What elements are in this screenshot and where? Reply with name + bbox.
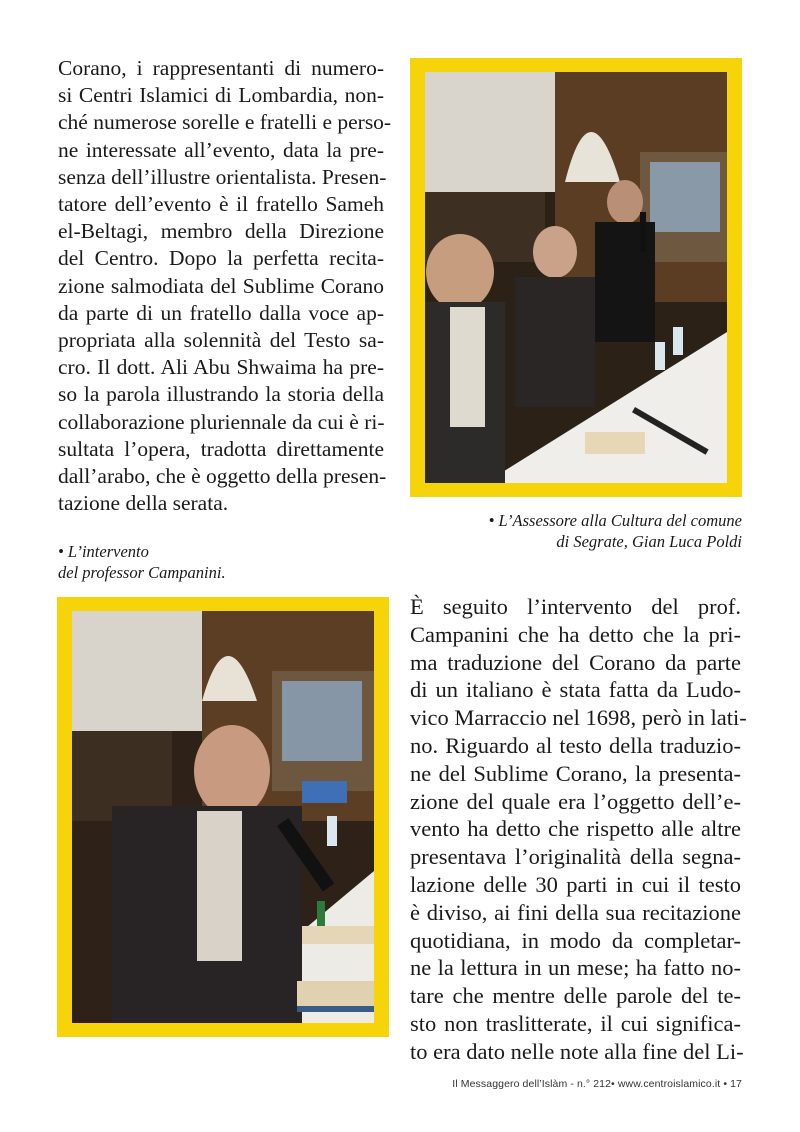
text-line: È seguito l’intervento del prof. xyxy=(410,594,741,619)
text-line: vico Marraccio nel 1698, però in lati- xyxy=(410,705,747,731)
text-line: el-Beltagi, membro della Direzione xyxy=(58,219,384,244)
photo-campanini xyxy=(72,611,374,1023)
caption-line: di Segrate, Gian Luca Poldi xyxy=(556,532,742,551)
caption-bottom-photo xyxy=(58,541,226,583)
text-line: no. Riguardo al testo della traduzio- xyxy=(410,732,741,758)
text-line: tare che mentre delle parole del te- xyxy=(410,983,741,1009)
photo-frame-top-right xyxy=(410,58,742,497)
text-line: di un italiano è stata fatta da Ludo- xyxy=(410,677,741,703)
text-line: presentava l’originalità della segna- xyxy=(410,844,741,870)
photo-assessore xyxy=(425,72,727,483)
text-line: tazione della serata. xyxy=(58,491,229,516)
text-line: ché numerose sorelle e fratelli e perso- xyxy=(58,110,392,135)
text-line: to era dato nelle note alla fine del Li- xyxy=(410,1038,744,1064)
text-line: da parte di un fratello dalla voce ap- xyxy=(58,300,384,325)
text-line: tatore dell’evento è il fratello Sameh xyxy=(58,192,384,217)
text-line: dall’arabo, che è oggetto della presen- xyxy=(58,464,387,489)
text-line: ne interessate all’evento, data la pre- xyxy=(58,137,384,162)
text-line: zione salmodiata del Sublime Corano xyxy=(58,273,384,298)
text-line: propriata alla solennità del Testo sa- xyxy=(58,328,384,353)
text-line: zione del quale era l’oggetto dell’e- xyxy=(410,788,741,814)
text-line: cro. Il dott. Ali Abu Shwaima ha pre- xyxy=(58,355,384,380)
text-line: sto non traslitterate, il cui significa- xyxy=(410,1010,741,1036)
text-line: quotidiana, in modo da completar- xyxy=(410,927,741,953)
text-line: so la parola illustrando la storia della xyxy=(58,382,384,407)
text-line: vento ha detto che rispetto alle altre xyxy=(410,816,741,842)
article-text-top-left xyxy=(58,55,392,517)
text-line: ne la lettura in un mese; ha fatto no- xyxy=(410,955,741,981)
text-line: è diviso, ai fini della sua recitazione xyxy=(410,899,741,925)
text-line: senza dell’illustre orientalista. Presen- xyxy=(58,164,387,189)
text-line: si Centri Islamici di Lombardia, non- xyxy=(58,83,384,108)
page-footer: Il Messaggero dell’Islàm - n.° 212• www.centroislamico.it • 17 xyxy=(452,1078,742,1090)
photo-frame-bottom-left xyxy=(57,597,389,1037)
text-line: lazione delle 30 parti in cui il testo xyxy=(410,871,741,897)
caption-line: • L’Assessore alla Cultura del comune xyxy=(488,511,742,530)
text-line: ma traduzione del Corano da parte xyxy=(410,649,741,675)
article-text-bottom-right xyxy=(410,593,747,1066)
text-line: Campanini che ha detto che la pri- xyxy=(410,621,741,647)
caption-top-photo xyxy=(489,510,742,552)
text-line: sultata l’opera, tradotta direttamente xyxy=(58,436,384,461)
text-line: del Centro. Dopo la perfetta recita- xyxy=(58,246,384,271)
text-line: collaborazione pluriennale da cui è ri- xyxy=(58,409,385,434)
text-line: Corano, i rappresentanti di numero- xyxy=(58,56,384,80)
caption-line: del professor Campanini. xyxy=(58,563,226,582)
caption-line: • L’intervento xyxy=(58,542,149,561)
text-line: ne del Sublime Corano, la presenta- xyxy=(410,760,741,786)
